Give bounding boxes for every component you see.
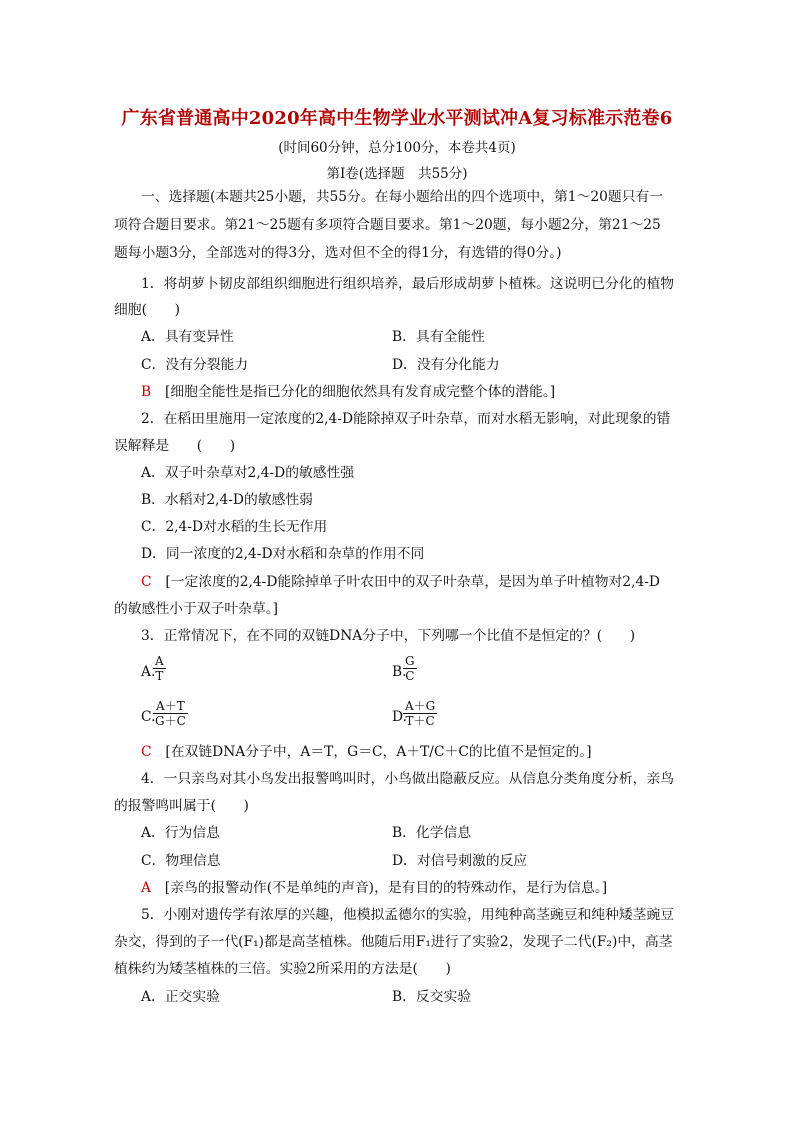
q3-b-numerator: G xyxy=(405,654,415,668)
q3-d-denominator: T＋C xyxy=(405,714,435,728)
q3-a-denominator: T xyxy=(155,669,164,683)
q2-answer xyxy=(141,572,660,592)
q3-option-b-label: B. xyxy=(392,664,407,680)
q1-option-b: B．具有全能性 xyxy=(392,329,485,345)
q3-option-b-fraction xyxy=(403,654,417,683)
q1-option-a: A．具有变异性 xyxy=(141,329,234,345)
q4-explanation: [亲鸟的报警动作(不是单纯的声音)，是有目的的特殊动作，是行为信息。] xyxy=(164,880,608,896)
page-title: 广东省普通高中2020年高中生物学业水平测试冲A复习标准示范卷6 xyxy=(121,108,673,129)
q3-a-numerator: A xyxy=(155,654,164,668)
intro-line-3: 题每小题3分，全部选对的得3分，选对但不全的得1分，有选错的得0分。) xyxy=(114,245,562,261)
q4-stem-line-1: 4．一只亲鸟对其小鸟发出报警鸣叫时，小鸟做出隐蔽反应。从信息分类角度分析，亲鸟 xyxy=(141,771,675,787)
q1-answer xyxy=(141,382,555,402)
q5-option-a: A．正交实验 xyxy=(141,989,220,1005)
q4-option-a: A．行为信息 xyxy=(141,825,220,841)
q2-option-a: A．双子叶杂草对2,4-D的敏感性强 xyxy=(141,465,355,481)
section-heading: 第Ⅰ卷(选择题 共55分) xyxy=(326,166,468,182)
q2-option-c: C．2,4-D对水稻的生长无作用 xyxy=(141,519,328,535)
q3-option-d-label: D. xyxy=(392,709,407,725)
q2-explanation-line-1: [一定浓度的2,4-D能除掉单子叶农田中的双子叶杂草，是因为单子叶植物对2,4-D xyxy=(165,574,660,590)
q2-stem-line-2: 误解释是 ( ) xyxy=(114,438,236,454)
q3-option-c-label: C. xyxy=(141,709,156,725)
q2-option-b: B．水稻对2,4-D的敏感性弱 xyxy=(141,492,313,508)
q5-option-b: B．反交实验 xyxy=(392,989,472,1005)
intro-line-1: 一、选择题(本题共25小题，共55分。在每小题给出的四个选项中，第1～20题只有一 xyxy=(141,189,664,205)
q4-option-c: C．物理信息 xyxy=(141,853,221,869)
q3-stem: 3．正常情况下，在不同的双链DNA分子中，下列哪一个比值不是恒定的？( ) xyxy=(141,628,636,644)
q5-stem-line-1: 5．小刚对遗传学有浓厚的兴趣，他模拟孟德尔的实验，用纯种高茎豌豆和纯种矮茎豌豆 xyxy=(141,907,675,923)
q4-option-b: B．化学信息 xyxy=(392,825,472,841)
q3-option-d-fraction xyxy=(403,699,437,728)
q4-answer xyxy=(141,878,607,898)
q3-option-a-fraction xyxy=(153,654,166,683)
q3-answer-letter: C xyxy=(141,744,152,760)
q3-option-c-fraction xyxy=(153,699,188,728)
q3-d-numerator: A＋G xyxy=(405,699,436,713)
q3-answer xyxy=(141,742,592,762)
q1-answer-letter: B xyxy=(141,384,152,400)
q4-answer-letter: A xyxy=(141,880,151,896)
q3-b-denominator: C xyxy=(405,669,415,683)
q1-stem-line-1: 1．将胡萝卜韧皮部组织细胞进行组织培养，最后形成胡萝卜植株。这说明已分化的植物 xyxy=(141,276,675,292)
q2-stem-line-1: 2．在稻田里施用一定浓度的2,4-D能除掉双子叶杂草，而对水稻无影响，对此现象的错 xyxy=(141,411,671,427)
q3-explanation: [在双链DNA分子中，A＝T，G＝C，A＋T/C＋C的比值不是恒定的。] xyxy=(165,744,592,760)
q1-option-d: D．没有分化能力 xyxy=(392,357,500,373)
q4-stem-line-2: 的报警鸣叫属于( ) xyxy=(114,798,249,814)
q1-explanation: [细胞全能性是指已分化的细胞依然具有发育成完整个体的潜能。] xyxy=(164,384,556,400)
q2-explanation-line-2: 的敏感性小于双子叶杂草。] xyxy=(114,601,279,617)
q4-option-d: D．对信号刺激的反应 xyxy=(392,853,528,869)
q1-stem-line-2: 细胞( ) xyxy=(114,302,180,318)
q5-stem-line-2: 杂交，得到的子一代(F₁)都是高茎植株。他随后用F₁进行了实验2，发现子二代(F₂)中，高茎 xyxy=(114,934,673,950)
q3-c-numerator: A＋T xyxy=(153,699,188,714)
q1-option-c: C．没有分裂能力 xyxy=(141,357,249,373)
q3-c-denominator: G＋C xyxy=(155,714,186,728)
q3-option-a-label: A. xyxy=(141,664,156,680)
exam-info: (时间60分钟，总分100分，本卷共4页) xyxy=(278,140,516,156)
q2-option-d: D．同一浓度的2,4-D对水稻和杂草的作用不同 xyxy=(141,546,425,562)
q5-stem-line-3: 植株约为矮茎植株的三倍。实验2所采用的方法是( ) xyxy=(114,961,451,977)
q2-answer-letter: C xyxy=(141,574,152,590)
intro-line-2: 项符合题目要求。第21～25题有多项符合题目要求。第1～20题，每小题2分，第21～25 xyxy=(114,217,661,233)
